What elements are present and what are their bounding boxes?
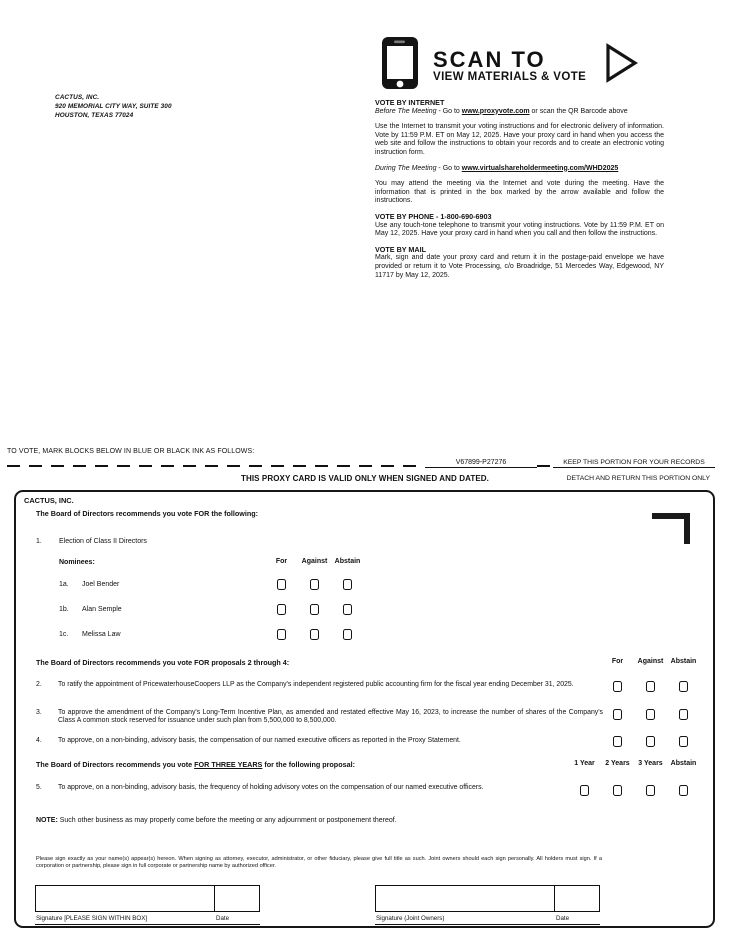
checkbox-2-against[interactable] — [646, 681, 655, 692]
proposal-number: 4. — [36, 737, 42, 744]
checkbox-3-against[interactable] — [646, 709, 655, 720]
date-label: Date — [216, 915, 230, 922]
checkbox-1b-abstain[interactable] — [343, 604, 352, 615]
company-address — [55, 93, 172, 120]
vote-by-internet-heading: VOTE BY INTERNET — [375, 98, 445, 107]
nominee-id: 1a. — [59, 581, 69, 588]
proposal-vote-columns-header — [601, 658, 700, 665]
checkbox-1a-abstain[interactable] — [343, 579, 352, 590]
recommendation-three-years-underlined: FOR THREE YEARS — [194, 760, 263, 769]
mail-paragraph: Mark, sign and date your proxy card and return it in the postage-paid envelope we have provided or return it to Vote Processing, c/o Broadridge, 51 Mercedes Way, Edgewood, NY 11717 by May 12, 2025. — [375, 254, 664, 279]
detach-line — [7, 459, 723, 468]
proposal-3-checkboxes — [601, 709, 700, 722]
checkbox-5-2years[interactable] — [613, 785, 622, 796]
note-text: Such other business as may properly come before the meeting or any adjournment or postponement thereof. — [57, 817, 397, 824]
proposal-number: 5. — [36, 784, 42, 791]
signature-box-joint — [375, 885, 600, 912]
proxy-card — [14, 490, 715, 928]
virtual-meeting-link[interactable]: www.virtualshareholdermeeting.com/WHD2025 — [461, 164, 619, 172]
checkbox-2-for[interactable] — [613, 681, 622, 692]
signature-labels-joint — [375, 913, 600, 925]
nominees-label: Nominees: — [59, 559, 95, 566]
proposal-2-checkboxes — [601, 681, 700, 694]
column-header-2-years: 2 Years — [605, 760, 630, 767]
checkbox-1a-against[interactable] — [310, 579, 319, 590]
corner-bracket-mark — [652, 513, 690, 544]
note-line — [36, 817, 596, 824]
proposal-text: To approve, on a non-binding, advisory basis, the compensation of our named executive officers as reported in the Proxy Statement. — [58, 737, 461, 744]
checkbox-1c-against[interactable] — [310, 629, 319, 640]
smartphone-icon — [381, 36, 419, 95]
recommendation-three-years-pre: The Board of Directors recommends you vote — [36, 760, 195, 769]
nominee-1c-checkboxes — [265, 629, 364, 642]
note-label: NOTE: — [36, 817, 58, 824]
nominee-1a-checkboxes — [265, 579, 364, 592]
proposal-text: To ratify the appointment of PricewaterhouseCoopers LLP as the Company's independent registered public accounting firm for the fiscal year ending December 31, 2025. — [58, 681, 574, 688]
date-field-joint[interactable] — [554, 886, 599, 911]
signature-field-joint[interactable] — [376, 886, 554, 911]
proposal-number: 2. — [36, 681, 42, 688]
column-header-abstain: Abstain — [670, 760, 697, 767]
nominee-vote-columns-header — [265, 558, 364, 565]
scan-banner — [381, 36, 640, 95]
item-1-number: 1. — [36, 538, 42, 545]
checkbox-5-3years[interactable] — [646, 785, 655, 796]
proposal-row — [36, 784, 548, 792]
nominee-name: Alan Semple — [82, 606, 122, 613]
keep-portion-label: KEEP THIS PORTION FOR YOUR RECORDS — [553, 459, 715, 468]
checkbox-5-abstain[interactable] — [679, 785, 688, 796]
proposal-4-checkboxes — [601, 736, 700, 749]
nominee-id: 1c. — [59, 631, 69, 638]
during-paragraph: You may attend the meeting via the Internet and vote during the meeting. Have the information that is printed in the box marked by the arrow available and follow the instructions. — [375, 180, 664, 205]
proxyvote-link[interactable]: www.proxyvote.com — [461, 107, 530, 115]
during-the-meeting-line — [375, 165, 664, 174]
nominee-row — [59, 606, 122, 613]
column-header-against: Against — [637, 658, 664, 665]
perforation-dash-line — [7, 465, 425, 467]
control-number: V67899-P27276 — [425, 459, 537, 468]
recommendation-three-years — [36, 761, 556, 769]
checkbox-5-1year[interactable] — [580, 785, 589, 796]
column-header-against: Against — [301, 558, 328, 565]
nominee-name: Joel Bender — [82, 581, 120, 588]
item-1-row — [36, 538, 147, 545]
checkbox-3-for[interactable] — [613, 709, 622, 720]
proposal-row — [36, 737, 603, 745]
vote-by-phone-heading: VOTE BY PHONE - 1-800-690-6903 — [375, 211, 492, 221]
checkbox-1b-against[interactable] — [310, 604, 319, 615]
nominee-row — [59, 631, 121, 638]
company-address-line: HOUSTON, TEXAS 77024 — [55, 112, 134, 119]
signature-box-primary — [35, 885, 260, 912]
before-meeting-suffix: or scan the QR Barcode above — [529, 107, 628, 115]
proposal-text: To approve, on a non-binding, advisory basis, the frequency of holding advisory votes on the compensation of our named executive officers. — [58, 784, 484, 791]
signature-label: Signature (Joint Owners) — [376, 915, 445, 922]
scan-banner-subtitle: VIEW MATERIALS & VOTE — [433, 70, 587, 83]
column-header-3-years: 3 Years — [638, 760, 663, 767]
phone-paragraph: Use any touch-tone telephone to transmit your voting instructions. Vote by 11:59 P.M. ET on May 12, 2025. Have your proxy card in hand when you call and then follow the instructions. — [375, 221, 664, 238]
nominee-id: 1b. — [59, 606, 69, 613]
signature-label: Signature [PLEASE SIGN WITHIN BOX] — [36, 915, 148, 922]
date-label: Date — [556, 915, 570, 922]
checkbox-2-abstain[interactable] — [679, 681, 688, 692]
nominee-row — [59, 581, 119, 588]
valid-when-signed-notice: THIS PROXY CARD IS VALID ONLY WHEN SIGNED AND DATED. — [240, 474, 490, 483]
checkbox-1a-for[interactable] — [277, 579, 286, 590]
column-header-abstain: Abstain — [334, 558, 361, 565]
signature-field-primary[interactable] — [36, 886, 214, 911]
detach-return-notice: DETACH AND RETURN THIS PORTION ONLY — [566, 475, 710, 482]
recommendation-for-following: The Board of Directors recommends you vote FOR the following: — [36, 509, 259, 518]
checkbox-1c-for[interactable] — [277, 629, 286, 640]
before-meeting-label: Before The Meeting — [375, 107, 437, 115]
during-meeting-label: During The Meeting — [375, 164, 437, 172]
card-company-name: CACTUS, INC. — [24, 496, 74, 505]
checkbox-4-abstain[interactable] — [679, 736, 688, 747]
vote-instructions — [375, 99, 664, 280]
column-header-for: For — [275, 558, 288, 565]
mark-blocks-instruction: TO VOTE, MARK BLOCKS BELOW IN BLUE OR BLACK INK AS FOLLOWS: — [7, 448, 255, 455]
proposal-row — [36, 709, 603, 725]
proposal-number: 3. — [36, 709, 42, 716]
during-meeting-mid: - Go to — [436, 164, 462, 172]
scan-banner-text — [433, 46, 587, 83]
checkbox-3-abstain[interactable] — [679, 709, 688, 720]
recommendation-proposals-2-4: The Board of Directors recommends you vote FOR proposals 2 through 4: — [36, 658, 290, 667]
proposal-row — [36, 681, 603, 689]
before-the-meeting-line — [375, 108, 664, 117]
frequency-vote-columns-header — [568, 760, 700, 767]
proposal-5-checkboxes — [568, 785, 700, 798]
checkbox-4-against[interactable] — [646, 736, 655, 747]
before-meeting-mid: - Go to — [436, 107, 462, 115]
scan-banner-title: SCAN TO — [433, 46, 546, 72]
nominee-1b-checkboxes — [265, 604, 364, 617]
checkbox-1b-for[interactable] — [277, 604, 286, 615]
recommendation-three-years-post: for the following proposal: — [262, 760, 355, 769]
signature-instructions: Please sign exactly as your name(s) appear(s) hereon. When signing as attorney, executor, administrator, or other fiduciary, please give full title as such. Joint owners should each sign personally. All holders must sign. If a corporation or partnership, please sign in full corporate or partnership name by authorized officer. — [36, 856, 602, 869]
column-header-abstain: Abstain — [670, 658, 697, 665]
proposal-text: To approve the amendment of the Company's Long-Term Incentive Plan, as amended and restated effective May 16, 2023, to increase the number of shares of the Company's Class A common stock reserved for issuance under such plan from 5,500,000 to 8,500,000. — [58, 709, 603, 724]
right-arrow-icon — [604, 42, 640, 89]
vote-by-mail-heading: VOTE BY MAIL — [375, 244, 426, 254]
checkbox-1c-abstain[interactable] — [343, 629, 352, 640]
column-header-1-year: 1 Year — [574, 760, 595, 767]
date-field-primary[interactable] — [214, 886, 259, 911]
company-address-line: 920 MEMORIAL CITY WAY, SUITE 300 — [55, 103, 172, 110]
signature-labels-primary — [35, 913, 260, 925]
internet-paragraph: Use the Internet to transmit your voting instructions and for electronic delivery of information. Vote by 11:59 P.M. ET on May 12, 2025. Have your proxy card in hand when you access the web site and follow the instructions to obtain your records and to create an electronic voting instruction form. — [375, 123, 664, 156]
checkbox-4-for[interactable] — [613, 736, 622, 747]
company-address-line: CACTUS, INC. — [55, 94, 100, 101]
column-header-for: For — [611, 658, 624, 665]
item-1-text: Election of Class II Directors — [59, 538, 147, 545]
perforation-dash-line — [537, 465, 553, 467]
nominee-name: Melissa Law — [82, 631, 121, 638]
